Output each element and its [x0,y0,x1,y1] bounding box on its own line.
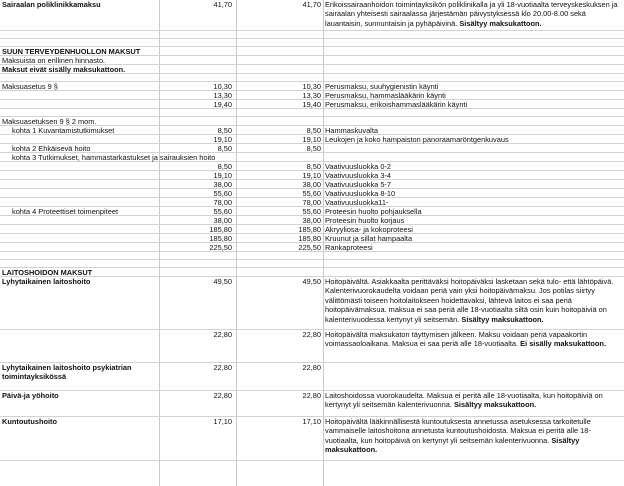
cell-label[interactable] [0,39,159,46]
cell-description[interactable] [323,225,624,233]
cell-description[interactable] [323,391,624,416]
cell-description[interactable] [323,260,624,267]
cell-price[interactable]: 13,30 [213,91,232,100]
cell-label[interactable]: Lyhytaikainen laitoshoito psykiatrian toimintayksikössä [2,363,132,382]
cell-label[interactable]: LAITOSHOIDON MAKSUT [2,268,93,277]
cell-label[interactable] [0,180,159,188]
description-text: Hoitopäivältä maksukaton täyttymisen jälkeen. Maksu voidaan periä vapaakortin voimassaoloaikana. Maksua ei saa periä alle 18-vuotiaalta. [325,330,588,349]
cell-price-new[interactable] [236,74,323,81]
cell-price[interactable] [159,268,236,276]
cell-description[interactable] [323,100,624,108]
cell-price[interactable]: 19,40 [213,100,232,109]
description-note: Sisältyy maksukattoon. [454,400,537,410]
cell-price-new[interactable] [236,31,323,38]
table-row [0,91,624,100]
cell-price[interactable] [159,252,236,259]
description-text: Laitoshoidossa vuorokaudelta. Maksua ei peritä alle 18-vuotiaalta, kun hoitopäiviä on kertynyt yli seitsemän kalenterivuonna. [325,391,603,410]
cell-description[interactable] [323,198,624,206]
cell-description[interactable] [323,56,624,64]
cell-price[interactable]: 10,30 [213,82,232,91]
cell-label[interactable] [0,189,159,197]
cell-description[interactable] [323,207,624,215]
cell-price-new[interactable]: 22,80 [302,391,321,400]
table-row [0,126,624,135]
table-row [0,277,624,330]
cell-description[interactable] [323,171,624,179]
cell-price[interactable] [159,74,236,81]
cell-price-new[interactable] [236,153,323,161]
description-text: Vaativuusluokka11- [325,198,389,207]
cell-description[interactable] [323,135,624,143]
cell-description[interactable] [323,74,624,81]
cell-price[interactable] [159,117,236,125]
cell-price-new[interactable]: 8,50 [306,162,321,171]
cell-price-new[interactable] [236,109,323,116]
cell-label[interactable] [0,162,159,170]
cell-description[interactable] [323,268,624,276]
cell-label[interactable]: Päivä-ja yöhoito [2,391,59,400]
cell-price[interactable] [159,153,236,161]
cell-description[interactable] [323,162,624,170]
cell-price[interactable]: 55,60 [213,207,232,216]
description-note: Sisältyy maksukattoon. [459,18,542,28]
cell-price[interactable]: 38,00 [213,180,232,189]
cell-description[interactable] [323,0,624,30]
cell-price-new[interactable]: 8,50 [306,126,321,135]
cell-description[interactable] [323,31,624,38]
empty-row [0,109,624,117]
empty-row [0,31,624,39]
cell-description[interactable] [323,216,624,224]
cell-description[interactable] [323,180,624,188]
table-row [0,207,624,216]
description-text: Perusmaksu, suuhygienistin käynti [325,82,439,91]
description-text: Hoitopäivältä lääkinnällisestä kuntoutuksesta annetussa asetuksessa tarkoitetulle vammaiselle laitoshoitona annetusta kuntoutushoidosta. Maksua ei peritä alle 18-vuotiaalta, kun hoitopäiviä on kertynyt yli seitsemän kalenterivuonna. [325,417,591,445]
description-text: Leukojen ja koko hampaiston panoraamaröntgenkuvaus [325,135,509,144]
cell-description[interactable] [323,126,624,134]
cell-price[interactable]: 55,60 [213,189,232,198]
table-row [0,180,624,189]
table-row [0,225,624,234]
cell-price-new[interactable]: 19,10 [302,135,321,144]
cell-price[interactable]: 185,80 [209,234,232,243]
empty-row [0,74,624,82]
cell-label[interactable]: Maksut eivät sisälly maksukattoon. [2,65,126,74]
cell-label[interactable] [0,330,159,362]
description-text: Vaativuusluokka 3-4 [325,171,392,180]
cell-price-new[interactable]: 78,00 [302,198,321,207]
cell-price-new[interactable]: 55,60 [302,189,321,198]
cell-label[interactable] [0,234,159,242]
cell-label[interactable] [0,198,159,206]
table-row [0,65,624,74]
cell-price[interactable]: 17,10 [213,417,232,426]
cell-price[interactable]: 19,10 [213,171,232,180]
table-row [0,198,624,207]
cell-label[interactable] [0,252,159,259]
cell-price-new[interactable]: 38,00 [302,216,321,225]
cell-price[interactable] [159,260,236,267]
cell-label[interactable]: Kuntoutushoito [2,417,58,426]
cell-price-new[interactable] [236,268,323,276]
description-text: Vaativuusluokka 8-10 [325,189,396,198]
cell-price[interactable]: 41,70 [213,0,232,9]
description-text: Hoitopäivältä. Asiakkaalta perittäväksi hoitopäiväksi lasketaan sekä tulo- että lähtöpäivä. Kalenterivuorokaudelta voidaan periä vain yksi hoitopäivämaksu. Jos potilas siirtyy välittömästi toiseen hoitolaitokseen hoidettavaksi, lähtevä laitos ei saa periä hoitopäivämaksua. maksua ei saa periä alle 18-vuotiaalta siltä osin kuin hoitopäiviä on kalenterivuodessa kertynyt yli seitsemän. [325,277,614,324]
cell-price[interactable] [159,31,236,38]
cell-price-new[interactable]: 41,70 [302,0,321,9]
cell-price-new[interactable] [236,65,323,73]
cell-label[interactable]: kohta 4 Proteettiset toimenpiteet [12,207,118,216]
cell-label[interactable]: kohta 3 Tutkimukset, hammastarkastukset ja sairauksien hoito [12,153,216,162]
description-text: Akryyliosa- ja kokoproteesi [325,225,413,234]
cell-price-new[interactable]: 185,80 [298,225,321,234]
cell-price[interactable]: 185,80 [209,225,232,234]
cell-description[interactable] [323,91,624,99]
cell-label[interactable] [0,243,159,251]
cell-description[interactable] [323,252,624,259]
cell-price-new[interactable] [236,56,323,64]
empty-row [0,260,624,268]
cell-price[interactable] [159,47,236,55]
description-text: Proteesin huolto pohjauksella [325,207,422,216]
description-text: Vaativuusluokka 5-7 [325,180,392,189]
table-row [0,171,624,180]
cell-label[interactable] [0,225,159,233]
cell-description[interactable] [323,189,624,197]
table-row [0,216,624,225]
empty-row [0,39,624,47]
cell-price[interactable]: 38,00 [213,216,232,225]
cell-price-new[interactable]: 19,10 [302,171,321,180]
cell-price[interactable]: 78,00 [213,198,232,207]
cell-price[interactable]: 19,10 [213,135,232,144]
cell-label[interactable]: kohta 2 Ehkäisevä hoito [12,144,91,153]
cell-label[interactable] [0,91,159,99]
cell-price-new[interactable]: 13,30 [302,91,321,100]
cell-description[interactable] [323,277,624,329]
cell-description[interactable] [323,65,624,73]
table-row [0,135,624,144]
cell-label[interactable] [0,171,159,179]
cell-label[interactable]: Lyhytaikainen laitoshoito [2,277,91,286]
cell-description[interactable] [323,153,624,161]
description-note: Sisältyy maksukattoon. [325,435,580,455]
description-text: Perusmaksu, erikoishammaslääkärin käynti [325,100,468,109]
description-text: Hammaskuvalta [325,126,378,135]
cell-label[interactable] [0,216,159,224]
cell-description[interactable] [323,144,624,152]
cell-label[interactable]: SUUN TERVEYDENHUOLLON MAKSUT [2,47,141,56]
cell-price[interactable]: 22,80 [213,330,232,339]
description-text: Proteesin huolto korjaus [325,216,405,225]
description-text: Kruunut ja sillat hampaalta [325,234,413,243]
table-row [0,82,624,91]
cell-description[interactable] [323,39,624,46]
cell-price-new[interactable]: 49,50 [302,277,321,286]
cell-price-new[interactable] [236,47,323,55]
description-text: Vaativuusluokka 0-2 [325,162,392,171]
table-row [0,47,624,56]
cell-price[interactable]: 225,50 [209,243,232,252]
cell-price[interactable]: 8,50 [217,126,232,135]
cell-price-new[interactable] [236,260,323,267]
cell-price[interactable] [159,39,236,46]
empty-row [0,252,624,260]
table-row [0,268,624,277]
cell-price-new[interactable]: 22,80 [302,363,321,372]
cell-description[interactable] [323,243,624,251]
table-row [0,162,624,171]
cell-label[interactable]: Maksuasetus 9 § [2,82,58,91]
cell-description[interactable] [323,363,624,390]
table-row [0,189,624,198]
cell-price-new[interactable] [236,39,323,46]
description-text: Erikoissairaanhoidon toimintayksikön poliklinikalla ja yli 18-vuotiaalta terveyskeskuksen ja sairaalan yhteisesti sairaalassa järjestämän päivystyksessä klo 20.00-8.00 sekä lauantaisin, sunnuntaisin ja pyhäpäivinä. [325,0,618,28]
cell-price[interactable]: 8,50 [217,144,232,153]
cell-price-new[interactable] [236,117,323,125]
cell-description[interactable] [323,417,624,460]
table-row [0,153,624,162]
cell-price[interactable]: 22,80 [213,363,232,372]
cell-price[interactable]: 22,80 [213,391,232,400]
cell-description[interactable] [323,117,624,125]
cell-price-new[interactable]: 185,80 [298,234,321,243]
cell-label[interactable]: kohta 1 Kuvantamistutkimukset [12,126,115,135]
cell-description[interactable] [323,234,624,242]
cell-description[interactable] [323,330,624,362]
table-row [0,330,624,363]
table-row [0,56,624,65]
table-row [0,117,624,126]
cell-label[interactable] [0,74,159,81]
table-row [0,234,624,243]
description-note: Ei sisälly maksukattoon. [520,339,607,349]
cell-description[interactable] [323,82,624,90]
cell-price-new[interactable]: 55,60 [302,207,321,216]
cell-price-new[interactable]: 225,50 [298,243,321,252]
description-text: Perusmaksu, hammaslääkärin käynti [325,91,446,100]
table-row [0,417,624,461]
table-row [0,391,624,417]
cell-price[interactable] [159,65,236,73]
table-row [0,243,624,252]
cell-price[interactable]: 8,50 [217,162,232,171]
cell-label[interactable] [0,100,159,108]
table-row [0,100,624,109]
cell-price-new[interactable]: 19,40 [302,100,321,109]
cell-price-new[interactable]: 10,30 [302,82,321,91]
cell-price-new[interactable]: 38,00 [302,180,321,189]
cell-description[interactable] [323,47,624,55]
cell-label[interactable]: Maksuasetuksen 9 § 2 mom. [2,117,97,126]
cell-price-new[interactable]: 8,50 [306,144,321,153]
cell-price-new[interactable] [236,252,323,259]
cell-price[interactable] [159,56,236,64]
cell-price-new[interactable]: 22,80 [302,330,321,339]
cell-label[interactable] [0,260,159,267]
description-text: Rankaproteesi [325,243,373,252]
cell-label[interactable] [0,109,159,116]
description-note: Sisältyy maksukattoon. [461,314,544,324]
table-row [0,144,624,153]
cell-price[interactable] [159,109,236,116]
cell-label[interactable] [0,31,159,38]
table-row [0,0,624,31]
cell-label[interactable] [0,135,159,143]
cell-label[interactable]: Maksuista on erillinen hinnasto. [2,56,106,65]
cell-price[interactable]: 49,50 [213,277,232,286]
cell-description[interactable] [323,109,624,116]
table-row [0,363,624,391]
cell-price-new[interactable]: 17,10 [302,417,321,426]
cell-label[interactable]: Sairaalan poliklinikkamaksu [2,0,101,9]
